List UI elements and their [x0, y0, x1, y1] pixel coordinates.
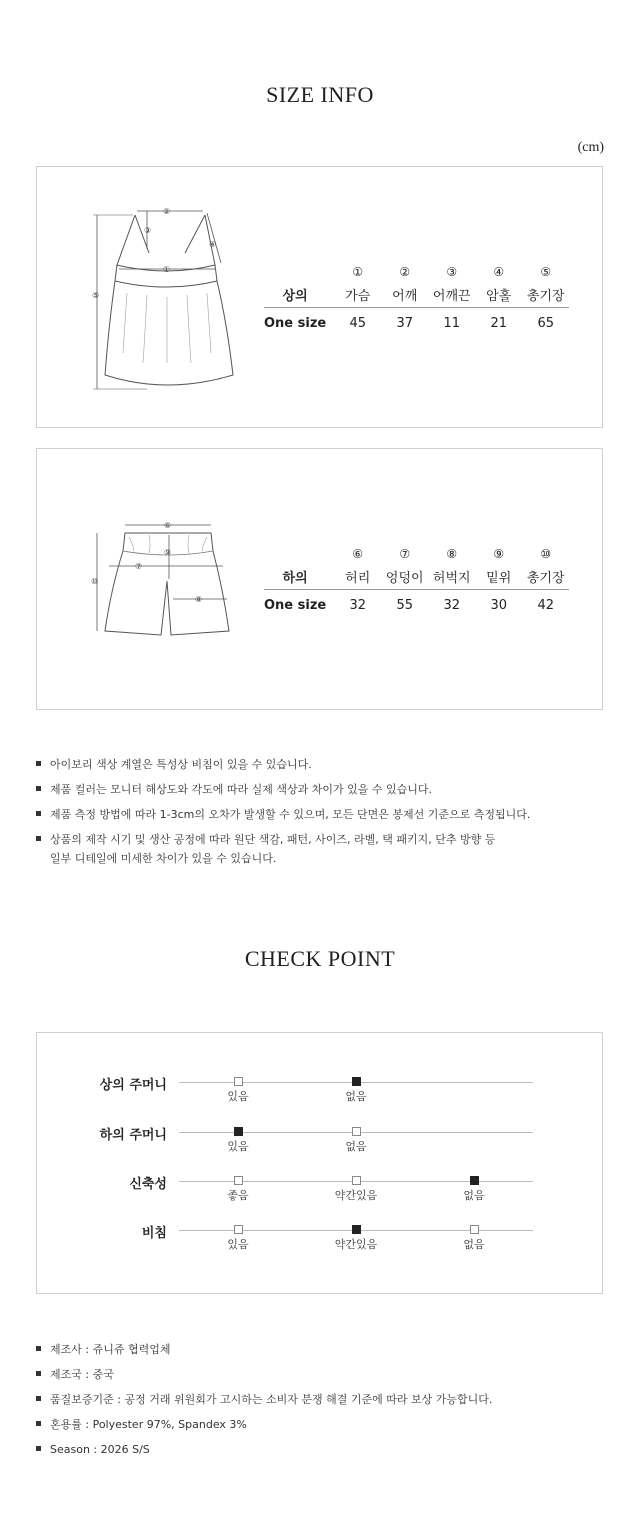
note-item	[36, 830, 596, 868]
check-row	[36, 1226, 603, 1270]
check-row	[36, 1078, 603, 1122]
check-row	[36, 1177, 603, 1221]
check-option-label: 있음	[227, 1238, 249, 1251]
check-option	[198, 1077, 278, 1104]
top-mark-4: ④	[209, 240, 217, 249]
bottom-col-label: 총기장	[522, 563, 569, 590]
checked-box-icon	[352, 1077, 361, 1086]
bottom-col-value: 30	[490, 597, 507, 613]
bottom-col-num: ⑥	[352, 547, 364, 561]
top-col-value: 21	[490, 315, 507, 331]
bullet-icon	[36, 1421, 41, 1426]
top-col-value: 65	[537, 315, 554, 331]
bottom-col-value: 32	[443, 597, 460, 613]
info-text: 혼용률 : Polyester 97%, Spandex 3%	[50, 1418, 247, 1431]
note-text: 제품 측정 방법에 따라 1-3cm의 오차가 발생할 수 있으며, 모든 단면은 봉제선 기준으로 측정됩니다.	[50, 808, 531, 821]
bottom-size-name: One size	[264, 597, 327, 613]
info-item	[36, 1415, 596, 1434]
bullet-icon	[36, 811, 41, 816]
check-option	[316, 1225, 396, 1252]
info-text: 제조국 : 중국	[50, 1368, 114, 1381]
check-option	[198, 1225, 278, 1252]
info-item	[36, 1340, 596, 1359]
bottom-garment-diagram	[89, 519, 239, 644]
bottom-mark-10: ⑩	[91, 577, 99, 586]
bottom-mark-7: ⑦	[135, 562, 143, 571]
check-option	[316, 1077, 396, 1104]
top-col-value: 45	[349, 315, 366, 331]
top-mark-3: ③	[144, 226, 152, 235]
bottom-col-value: 32	[349, 597, 366, 613]
check-option-label: 없음	[463, 1238, 485, 1251]
bottom-mark-6: ⑥	[164, 521, 172, 530]
bottom-size-box	[36, 448, 603, 710]
top-size-name: One size	[264, 315, 327, 331]
check-row-label: 하의 주머니	[99, 1128, 167, 1143]
top-garment-diagram	[87, 203, 247, 393]
check-option-label: 좋음	[227, 1189, 249, 1202]
bottom-col-num: ⑩	[540, 547, 552, 561]
top-row-head: 상의	[264, 281, 334, 308]
info-text: 제조사 : 쥬니쥬 협력업체	[50, 1343, 171, 1356]
check-option	[316, 1176, 396, 1203]
check-option	[434, 1176, 514, 1203]
top-col-label: 어깨	[381, 281, 428, 308]
check-option	[316, 1127, 396, 1154]
top-size-table	[264, 263, 569, 338]
bullet-icon	[36, 1446, 41, 1451]
bottom-col-num: ⑦	[399, 547, 411, 561]
check-option	[198, 1127, 278, 1154]
top-mark-5: ⑤	[92, 291, 100, 300]
size-info-title: SIZE INFO	[266, 82, 374, 107]
check-option-label: 없음	[463, 1189, 485, 1202]
top-col-label: 가슴	[334, 281, 381, 308]
note-text: 제품 컬러는 모니터 해상도와 각도에 따라 실제 색상과 차이가 있을 수 있습니다.	[50, 783, 432, 796]
note-text: 상품의 제작 시기 및 생산 공정에 따라 원단 색감, 패턴, 사이즈, 라벨, 택 패키지, 단추 방향 등 일부 디테일에 미세한 차이가 있을 수 있습니다.	[50, 833, 496, 865]
product-info	[36, 1340, 596, 1465]
checked-box-icon	[470, 1176, 479, 1185]
top-col-label: 암홀	[475, 281, 522, 308]
info-item	[36, 1365, 596, 1384]
bottom-col-value: 42	[537, 597, 554, 613]
bullet-icon	[36, 761, 41, 766]
top-col-value: 11	[443, 315, 460, 331]
top-mark-1: ①	[163, 265, 171, 274]
top-col-label: 총기장	[522, 281, 569, 308]
bottom-col-label: 허벅지	[428, 563, 475, 590]
unchecked-box-icon	[470, 1225, 479, 1234]
unchecked-box-icon	[234, 1176, 243, 1185]
unchecked-box-icon	[234, 1225, 243, 1234]
check-row	[36, 1128, 603, 1172]
check-option-label: 약간있음	[334, 1189, 378, 1202]
bottom-col-num: ⑧	[446, 547, 458, 561]
top-col-num: ③	[446, 265, 458, 279]
top-col-num: ②	[399, 265, 411, 279]
checked-box-icon	[234, 1127, 243, 1136]
bullet-icon	[36, 786, 41, 791]
bottom-col-num: ⑨	[493, 547, 505, 561]
note-item	[36, 805, 596, 824]
bottom-col-label: 밑위	[475, 563, 522, 590]
check-option-label: 있음	[227, 1090, 249, 1103]
bottom-col-label: 허리	[334, 563, 381, 590]
note-item	[36, 755, 596, 774]
bottom-size-table	[264, 545, 569, 620]
check-option-label: 없음	[345, 1090, 367, 1103]
checked-box-icon	[352, 1225, 361, 1234]
unchecked-box-icon	[352, 1127, 361, 1136]
check-option-label: 약간있음	[334, 1238, 378, 1251]
top-col-label: 어깨끈	[428, 281, 475, 308]
check-point-title: CHECK POINT	[244, 946, 396, 971]
top-col-value: 37	[396, 315, 413, 331]
top-col-num: ①	[352, 265, 364, 279]
bullet-icon	[36, 1371, 41, 1376]
bottom-mark-8: ⑧	[195, 595, 203, 604]
check-option-label: 없음	[345, 1140, 367, 1153]
check-row-label: 상의 주머니	[99, 1078, 167, 1093]
check-option	[434, 1225, 514, 1252]
unchecked-box-icon	[352, 1176, 361, 1185]
check-row-label: 비침	[141, 1226, 167, 1241]
check-option	[198, 1176, 278, 1203]
top-col-num: ④	[493, 265, 505, 279]
bullet-icon	[36, 1396, 41, 1401]
info-text: Season : 2026 S/S	[50, 1443, 150, 1456]
top-mark-2: ②	[163, 207, 171, 216]
note-text: 아이보리 색상 계열은 특성상 비침이 있을 수 있습니다.	[50, 758, 312, 771]
unit-label: (cm)	[577, 140, 604, 155]
check-option-label: 있음	[227, 1140, 249, 1153]
unchecked-box-icon	[234, 1077, 243, 1086]
size-notes	[36, 755, 596, 874]
check-row-label: 신축성	[129, 1177, 167, 1192]
bottom-mark-9: ⑨	[164, 548, 172, 557]
info-item	[36, 1390, 596, 1409]
top-col-num: ⑤	[540, 265, 552, 279]
bottom-col-value: 55	[396, 597, 413, 613]
top-size-box	[36, 166, 603, 428]
bullet-icon	[36, 1346, 41, 1351]
note-item	[36, 780, 596, 799]
info-text: 품질보증기준 : 공정 거래 위원회가 고시하는 소비자 분쟁 해결 기준에 따라 보상 가능합니다.	[50, 1393, 493, 1406]
bottom-col-label: 엉덩이	[381, 563, 428, 590]
bottom-row-head: 하의	[264, 563, 334, 590]
info-item	[36, 1440, 596, 1459]
bullet-icon	[36, 836, 41, 841]
